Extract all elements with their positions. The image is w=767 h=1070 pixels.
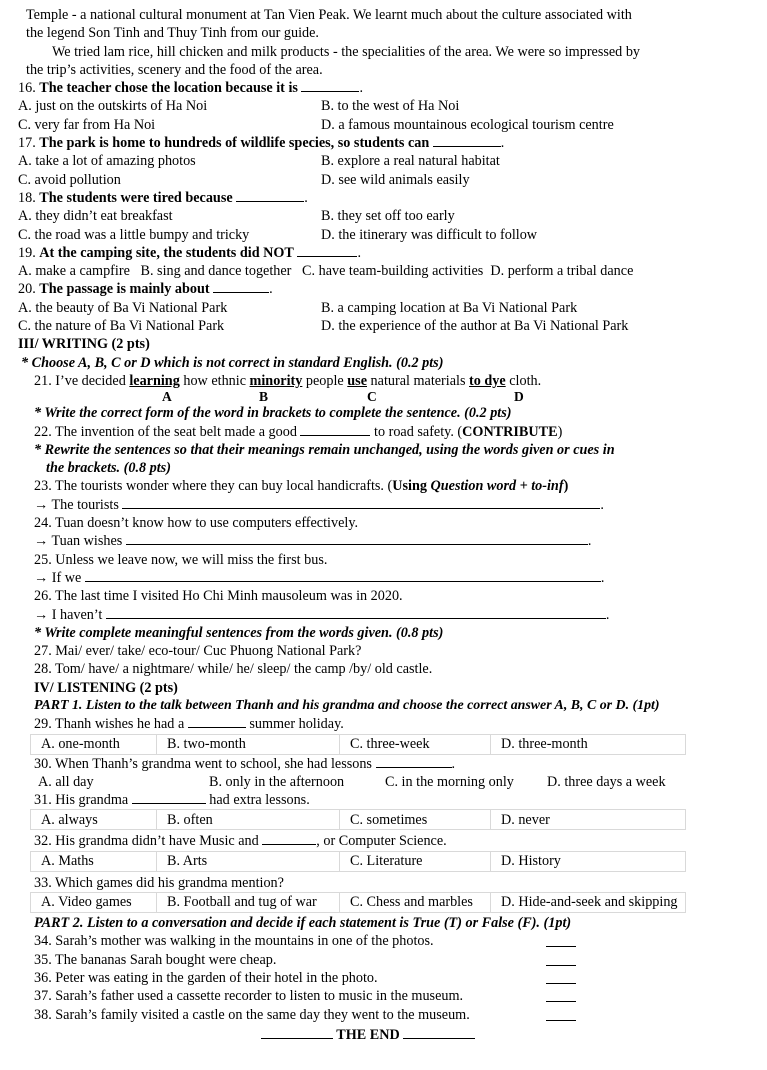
- option-c[interactable]: C. Chess and marbles: [340, 893, 491, 913]
- options-row: [18, 299, 763, 317]
- option-c[interactable]: C. three-week: [340, 734, 491, 754]
- answer-line: → I haven’t .: [34, 606, 610, 623]
- question-17: 17. The park is home to hundreds of wildlife species, so students can .: [18, 135, 505, 152]
- instruction: the brackets. (0.8 pts): [46, 460, 171, 477]
- option-a[interactable]: A. Maths: [31, 851, 157, 871]
- option-d[interactable]: D. see wild animals easily: [321, 171, 470, 188]
- option-d[interactable]: D. never: [491, 810, 686, 830]
- question-29: 29. Thanh wishes he had a summer holiday.: [34, 716, 344, 733]
- option-b[interactable]: B. often: [157, 810, 340, 830]
- answer-blank[interactable]: [122, 496, 600, 509]
- answer-blank[interactable]: [188, 715, 246, 728]
- answer-blank[interactable]: [546, 935, 576, 947]
- options-row: [18, 317, 763, 335]
- options-row: [18, 116, 763, 134]
- option-a[interactable]: A. Video games: [31, 893, 157, 913]
- reading-text: the trip’s activities, scenery and the food of the area.: [26, 61, 323, 78]
- section-title: III/ WRITING (2 pts): [18, 336, 150, 353]
- statement-36: 36. Peter was eating in the garden of their hotel in the photo.: [18, 969, 763, 987]
- answer-line: → Tuan wishes .: [34, 533, 592, 550]
- reading-text: the legend Son Tinh and Thuy Tinh from our guide.: [26, 25, 319, 42]
- option-b[interactable]: B. a camping location at Ba Vi National Park: [321, 299, 578, 316]
- question-stem: The passage is mainly about: [39, 281, 210, 298]
- answer-blank[interactable]: [213, 280, 269, 293]
- section-title: IV/ LISTENING (2 pts): [34, 679, 178, 696]
- question-21: 21. I’ve decided learning how ethnic minority people use natural materials to dye cloth.: [34, 372, 542, 389]
- answer-blank[interactable]: [546, 954, 576, 966]
- option-a[interactable]: A. all day: [38, 773, 94, 790]
- option-b[interactable]: B. two-month: [157, 734, 340, 754]
- instruction: * Write the correct form of the word in brackets to complete the sentence. (0.2 pts): [34, 405, 512, 422]
- question-stem: At the camping site, the students did NOT: [39, 244, 294, 261]
- options-row: [18, 226, 763, 244]
- answer-line: → If we .: [34, 569, 605, 586]
- answer-blank[interactable]: [85, 569, 601, 582]
- option-a[interactable]: A. the beauty of Ba Vi National Park: [18, 299, 228, 316]
- question-stem: The park is home to hundreds of wildlife species, so students can: [39, 135, 430, 152]
- option-b[interactable]: B. only in the afternoon: [209, 773, 345, 790]
- answer-blank[interactable]: [546, 972, 576, 984]
- option-d[interactable]: D. the experience of the author at Ba Vi National Park: [321, 318, 629, 335]
- question-16: 16. The teacher chose the location because it is .: [18, 80, 363, 97]
- question-24: 24. Tuan doesn’t know how to use computers effectively.: [34, 515, 359, 532]
- option-d[interactable]: D. three-month: [491, 734, 686, 754]
- option-letters: A B C D: [162, 389, 524, 405]
- answer-blank[interactable]: [126, 532, 588, 545]
- answer-blank[interactable]: [301, 79, 359, 92]
- option-b[interactable]: B. they set off too early: [321, 208, 455, 225]
- question-26: 26. The last time I visited Ho Chi Minh mausoleum was in 2020.: [34, 588, 403, 605]
- options-row: [18, 97, 763, 115]
- question-32: 32. His grandma didn’t have Music and , or Computer Science.: [34, 833, 447, 850]
- reading-text: We tried lam rice, hill chicken and milk products - the specialities of the area. We were so impressed by: [52, 43, 641, 60]
- statement-35: 35. The bananas Sarah bought were cheap.: [18, 951, 763, 969]
- options-row: [18, 773, 763, 791]
- option-c[interactable]: C. in the morning only: [385, 773, 514, 790]
- option-b[interactable]: B. Arts: [157, 851, 340, 871]
- instruction: * Write complete meaningful sentences from the words given. (0.8 pts): [34, 624, 444, 641]
- options-row: [18, 152, 763, 170]
- instruction: * Rewrite the sentences so that their meanings remain unchanged, using the words given or cues in: [34, 441, 615, 458]
- statement-38: 38. Sarah’s family visited a castle on the same day they went to the museum.: [18, 1006, 763, 1024]
- question-27: 27. Mai/ ever/ take/ eco-tour/ Cuc Phuong National Park?: [34, 643, 362, 660]
- question-stem: The students were tired because: [39, 189, 233, 206]
- options-table: [30, 892, 686, 913]
- option-c[interactable]: C. the nature of Ba Vi National Park: [18, 318, 225, 335]
- instruction: PART 1. Listen to the talk between Thanh and his grandma and choose the correct answer A, B, C or D. (1pt): [34, 697, 660, 713]
- question-23: 23. The tourists wonder where they can buy local handicrafts. (Using Question word + to-inf): [34, 478, 569, 495]
- answer-blank[interactable]: [433, 134, 501, 147]
- option-d[interactable]: to dye: [469, 372, 506, 389]
- option-b[interactable]: B. explore a real natural habitat: [321, 153, 500, 170]
- options-row: [18, 171, 763, 189]
- option-b[interactable]: B. to the west of Ha Noi: [321, 98, 460, 115]
- question-18: 18. The students were tired because .: [18, 189, 308, 206]
- answer-blank[interactable]: [106, 606, 606, 619]
- end-marker: THE END: [18, 1026, 718, 1044]
- option-a[interactable]: A. one-month: [31, 734, 157, 754]
- question-25: 25. Unless we leave now, we will miss the first bus.: [34, 551, 328, 568]
- option-d[interactable]: D. the itinerary was difficult to follow: [321, 226, 538, 243]
- option-c[interactable]: C. sometimes: [340, 810, 491, 830]
- option-c[interactable]: C. Literature: [340, 851, 491, 871]
- option-c[interactable]: use: [347, 372, 367, 389]
- answer-blank[interactable]: [262, 832, 316, 845]
- statement-34: 34. Sarah’s mother was walking in the mountains in one of the photos.: [18, 932, 763, 950]
- question-33: 33. Which games did his grandma mention?: [34, 874, 284, 891]
- option-a[interactable]: A. take a lot of amazing photos: [18, 153, 196, 170]
- options-row[interactable]: A. make a campfire B. sing and dance together C. have team-building activities D. perform a tribal dance: [18, 263, 634, 280]
- options-table: [30, 851, 686, 872]
- instruction: PART 2. Listen to a conversation and decide if each statement is True (T) or False (F). (1pt): [34, 915, 572, 932]
- option-d[interactable]: D. Hide-and-seek and skipping: [491, 893, 686, 913]
- option-c[interactable]: C. avoid pollution: [18, 171, 121, 188]
- option-d[interactable]: D. History: [491, 851, 686, 871]
- options-table: [30, 734, 686, 755]
- option-a[interactable]: A. they didn’t eat breakfast: [18, 208, 173, 225]
- instruction: * Choose A, B, C or D which is not correct in standard English. (0.2 pts): [21, 354, 444, 371]
- option-d[interactable]: D. three days a week: [547, 773, 666, 790]
- options-table: [30, 809, 686, 830]
- option-b[interactable]: B. Football and tug of war: [157, 893, 340, 913]
- answer-blank[interactable]: [376, 755, 452, 768]
- answer-blank[interactable]: [300, 423, 370, 436]
- option-d[interactable]: D. a famous mountainous ecological tourism centre: [321, 116, 614, 133]
- question-22: 22. The invention of the seat belt made a good to road safety. (CONTRIBUTE): [34, 423, 563, 440]
- answer-line: → The tourists .: [34, 496, 604, 513]
- question-19: 19. At the camping site, the students did NOT .: [18, 244, 361, 261]
- option-a[interactable]: learning: [129, 372, 180, 389]
- answer-blank[interactable]: [546, 990, 576, 1002]
- answer-blank[interactable]: [236, 189, 304, 202]
- question-31: 31. His grandma had extra lessons.: [34, 792, 310, 809]
- question-20: 20. The passage is mainly about .: [18, 281, 273, 298]
- option-c[interactable]: C. very far from Ha Noi: [18, 116, 156, 133]
- question-30: 30. When Thanh’s grandma went to school, she had lessons .: [34, 755, 456, 772]
- option-c[interactable]: C. the road was a little bumpy and tricky: [18, 226, 250, 243]
- answer-blank[interactable]: [297, 244, 357, 257]
- option-a[interactable]: A. just on the outskirts of Ha Noi: [18, 98, 208, 115]
- question-stem: The teacher chose the location because it is: [39, 80, 298, 97]
- reading-text: Temple - a national cultural monument at Tan Vien Peak. We learnt much about the culture associated with: [26, 7, 632, 23]
- options-row: [18, 207, 763, 225]
- worksheet: [18, 6, 763, 1044]
- question-28: 28. Tom/ have/ a nightmare/ while/ he/ sleep/ the camp /by/ old castle.: [34, 661, 433, 678]
- answer-blank[interactable]: [132, 791, 206, 804]
- option-b[interactable]: minority: [249, 372, 303, 389]
- answer-blank[interactable]: [546, 1009, 576, 1021]
- statement-37: 37. Sarah’s father used a cassette recorder to listen to music in the museum.: [18, 987, 763, 1005]
- option-a[interactable]: A. always: [31, 810, 157, 830]
